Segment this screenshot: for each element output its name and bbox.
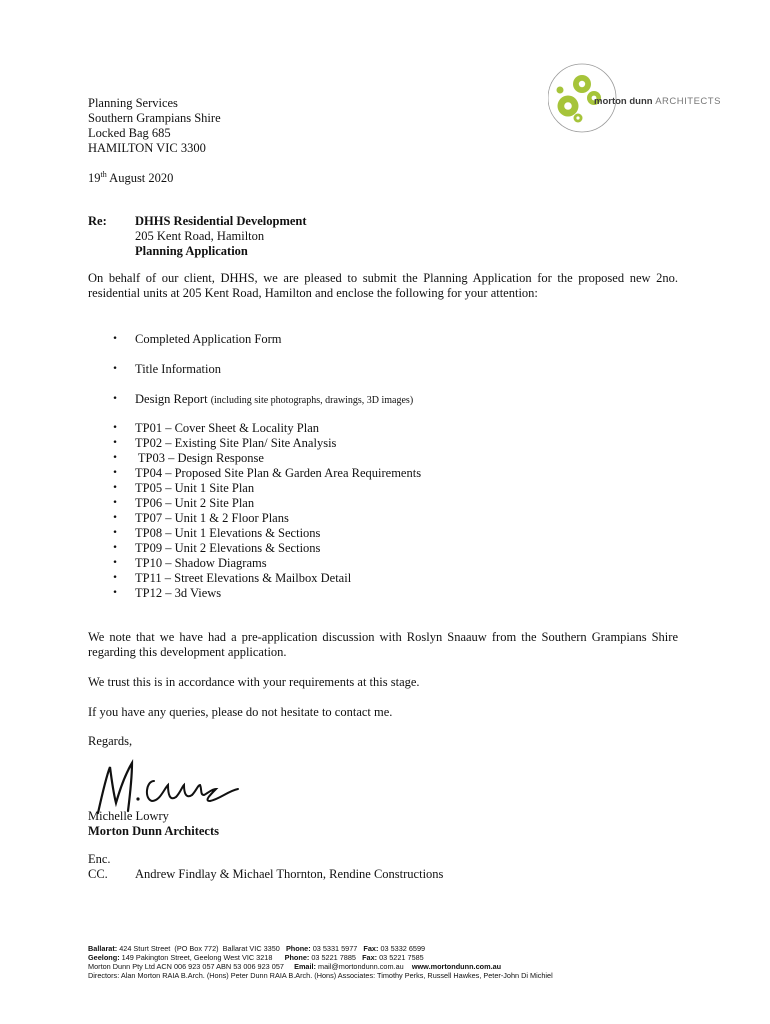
footer-directors: Directors: Alan Morton RAIA B.Arch. (Hons) Peter Dunn RAIA B.Arch. (Hons) Associates: Timothy Perks, Russell Hawkes, Peter-John Di Michiel bbox=[88, 971, 553, 980]
drawing-title: TP01 – Cover Sheet & Locality Plan bbox=[135, 421, 320, 435]
list-item-text: Title Information bbox=[135, 362, 221, 376]
bullet-icon: • bbox=[112, 453, 118, 463]
drawing-title: TP02 – Existing Site Plan/ Site Analysis bbox=[135, 436, 337, 450]
list-item bbox=[110, 586, 421, 601]
bullet-icon: • bbox=[112, 543, 118, 553]
re-line-type: Planning Application bbox=[135, 244, 248, 258]
list-item bbox=[110, 511, 421, 526]
footer-geelong-line bbox=[88, 953, 553, 962]
footer-company-details: Morton Dunn Pty Ltd ACN 006 923 057 ABN 53 006 923 057 bbox=[88, 962, 295, 971]
drawing-title: TP07 – Unit 1 & 2 Floor Plans bbox=[135, 511, 289, 525]
footer-office-address: 149 Pakington Street, Geelong West VIC 3218 bbox=[119, 953, 285, 962]
re-subject bbox=[135, 214, 307, 259]
enclosure-label: Enc. bbox=[88, 852, 111, 866]
design-report-label: Design Report bbox=[135, 392, 208, 406]
drawing-title: TP11 – Street Elevations & Mailbox Detail bbox=[135, 571, 352, 585]
footer-office-label: Geelong: bbox=[88, 953, 120, 962]
closing: Regards, bbox=[88, 734, 133, 748]
list-item bbox=[110, 332, 282, 347]
letterhead-footer bbox=[88, 944, 553, 980]
logo-firm-name: morton dunn bbox=[594, 96, 653, 107]
bullet-icon: • bbox=[112, 438, 118, 448]
list-item bbox=[110, 421, 421, 436]
date-suffix: th bbox=[100, 169, 107, 179]
bullet-icon: • bbox=[112, 394, 118, 404]
bullet-icon: • bbox=[112, 334, 118, 344]
drawing-title: TP10 – Shadow Diagrams bbox=[135, 556, 267, 570]
trust-paragraph: We trust this is in accordance with your requirements at this stage. bbox=[88, 675, 420, 689]
footer-fax-label: Fax: bbox=[363, 944, 379, 953]
queries-paragraph: If you have any queries, please do not hesitate to contact me. bbox=[88, 705, 393, 719]
cc-recipients: Andrew Findlay & Michael Thornton, Rendine Constructions bbox=[135, 867, 444, 881]
drawing-title: TP08 – Unit 1 Elevations & Sections bbox=[135, 526, 321, 540]
list-item bbox=[110, 362, 221, 377]
footer-office-address: 424 Sturt Street (PO Box 772) Ballarat VIC 3350 bbox=[117, 944, 286, 953]
cc-label: CC. bbox=[88, 867, 108, 881]
footer-company-line bbox=[88, 962, 553, 971]
address-line: Southern Grampians Shire bbox=[88, 111, 221, 125]
list-item bbox=[110, 451, 421, 466]
bullet-icon: • bbox=[112, 528, 118, 538]
bullet-icon: • bbox=[112, 483, 118, 493]
footer-phone-label: Phone: bbox=[284, 953, 310, 962]
list-item bbox=[110, 481, 421, 496]
pre-application-paragraph: We note that we have had a pre-application discussion with Roslyn Snaauw from the Southern Grampians Shire regarding this development application. bbox=[88, 630, 678, 659]
re-label: Re: bbox=[88, 214, 107, 228]
re-line-project: DHHS Residential Development bbox=[135, 214, 307, 228]
drawing-title: TP06 – Unit 2 Site Plan bbox=[135, 496, 255, 510]
design-report-note: (including site photographs, drawings, 3D images) bbox=[210, 395, 414, 406]
re-line-address: 205 Kent Road, Hamilton bbox=[135, 229, 265, 243]
signatory-firm: Morton Dunn Architects bbox=[88, 824, 220, 838]
bullet-icon: • bbox=[112, 588, 118, 598]
enclosure-list bbox=[110, 362, 221, 377]
date-day: 19 bbox=[88, 171, 101, 185]
drawing-title: TP03 – Design Response bbox=[135, 451, 264, 465]
drawing-title: TP09 – Unit 2 Elevations & Sections bbox=[135, 541, 321, 555]
logo-firm-suffix: ARCHITECTS bbox=[655, 96, 721, 107]
date-rest: August 2020 bbox=[106, 171, 174, 185]
bullet-icon: • bbox=[112, 498, 118, 508]
enclosure-list bbox=[110, 392, 413, 407]
footer-phone: 03 5331 5977 bbox=[310, 944, 364, 953]
enclosure-list bbox=[110, 332, 282, 347]
list-item bbox=[110, 466, 421, 481]
footer-fax: 03 5332 6599 bbox=[378, 944, 426, 953]
drawing-title: TP04 – Proposed Site Plan & Garden Area Requirements bbox=[135, 466, 422, 480]
footer-office-label: Ballarat: bbox=[88, 944, 118, 953]
letter-date bbox=[88, 171, 173, 186]
signatory-name: Michelle Lowry bbox=[88, 809, 169, 823]
footer-website-link: www.mortondunn.com.au bbox=[411, 962, 502, 971]
bullet-icon: • bbox=[112, 468, 118, 478]
footer-fax: 03 5221 7585 bbox=[377, 953, 424, 962]
footer-phone-label: Phone: bbox=[285, 944, 311, 953]
footer-fax-label: Fax: bbox=[362, 953, 378, 962]
bullet-icon: • bbox=[112, 513, 118, 523]
drawing-title: TP05 – Unit 1 Site Plan bbox=[135, 481, 255, 495]
address-line: Locked Bag 685 bbox=[88, 126, 171, 140]
intro-paragraph: On behalf of our client, DHHS, we are pleased to submit the Planning Application for the proposed new 2no. residential units at 205 Kent Road, Hamilton and enclose the following for your attention: bbox=[88, 271, 678, 300]
list-item bbox=[110, 496, 421, 511]
list-item bbox=[110, 436, 421, 451]
list-item bbox=[110, 392, 413, 407]
list-item bbox=[110, 526, 421, 541]
address-line: Planning Services bbox=[88, 96, 178, 110]
list-item bbox=[110, 556, 421, 571]
footer-email-label: Email: bbox=[294, 962, 316, 971]
bullet-icon: • bbox=[112, 423, 118, 433]
list-item bbox=[110, 541, 421, 556]
list-item-text: Completed Application Form bbox=[135, 332, 282, 346]
footer-ballarat-line bbox=[88, 944, 553, 953]
list-item bbox=[110, 571, 421, 586]
recipient-address bbox=[88, 96, 221, 156]
drawing-list bbox=[110, 421, 421, 601]
drawing-title: TP12 – 3d Views bbox=[135, 586, 222, 600]
bullet-icon: • bbox=[112, 573, 118, 583]
footer-phone: 03 5221 7885 bbox=[309, 953, 363, 962]
address-line: HAMILTON VIC 3300 bbox=[88, 141, 206, 155]
footer-email: mail@mortondunn.com.au bbox=[315, 962, 412, 971]
bullet-icon: • bbox=[112, 558, 118, 568]
bullet-icon: • bbox=[112, 364, 118, 374]
logo-wordmark bbox=[594, 96, 721, 107]
